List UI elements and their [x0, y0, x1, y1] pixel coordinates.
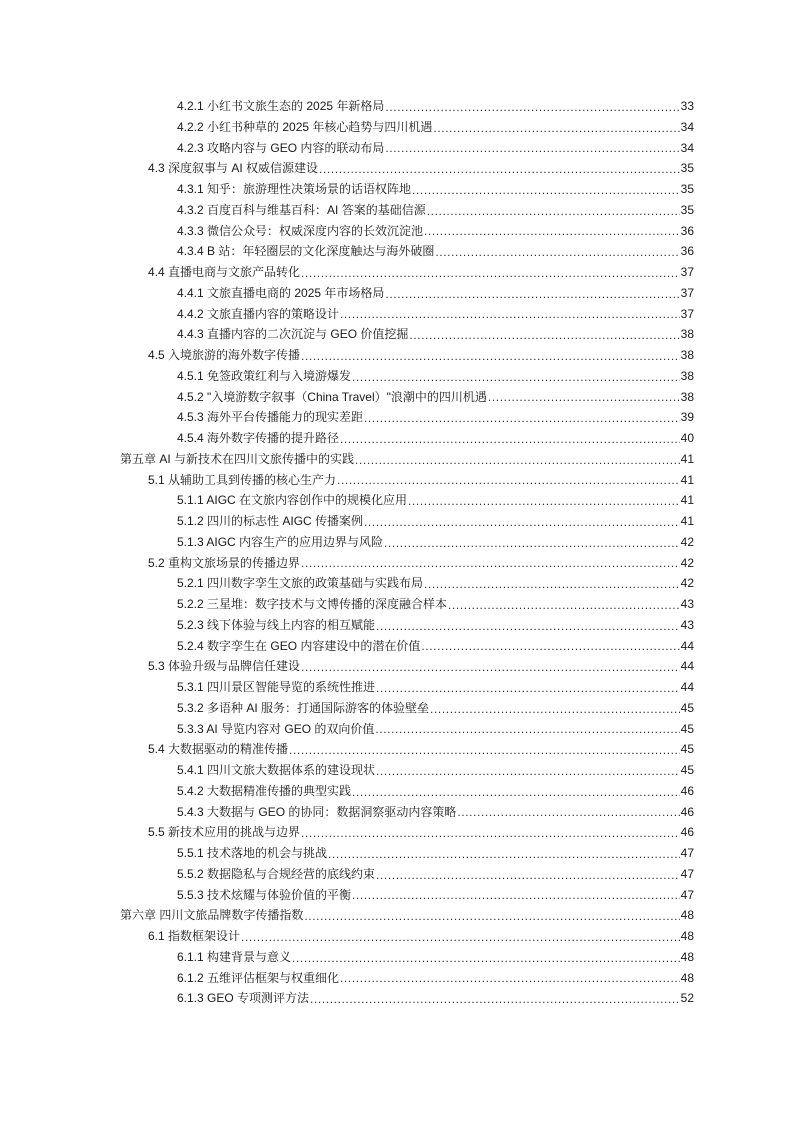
toc-entry-page-number: 34	[680, 119, 694, 134]
toc-entry[interactable]	[0, 158, 794, 179]
toc-entry[interactable]	[0, 781, 794, 802]
toc-dot-leader	[319, 161, 680, 177]
toc-entry[interactable]	[0, 283, 794, 304]
toc-dot-leader	[352, 887, 680, 903]
toc-entry-page-number: 42	[680, 576, 694, 591]
toc-entry-page-number: 45	[680, 700, 694, 715]
toc-entry-label: 4.2.3 攻略内容与 GEO 内容的联动布局	[177, 140, 385, 155]
toc-entry[interactable]	[0, 822, 794, 843]
toc-entry[interactable]	[0, 636, 794, 657]
toc-dot-leader	[310, 991, 680, 1007]
toc-dot-leader	[448, 597, 680, 613]
toc-entry[interactable]	[0, 926, 794, 947]
toc-entry-page-number: 48	[680, 908, 694, 923]
toc-entry-page-number: 45	[680, 742, 694, 757]
table-of-contents	[0, 96, 794, 1009]
toc-dot-leader	[340, 306, 680, 322]
toc-dot-leader	[289, 742, 680, 758]
toc-entry[interactable]	[0, 470, 794, 491]
toc-dot-leader	[292, 950, 680, 966]
toc-entry-page-number: 38	[680, 327, 694, 342]
toc-entry-page-number: 46	[680, 804, 694, 819]
toc-entry[interactable]	[0, 968, 794, 989]
toc-entry-label: 5.5.2 数据隐私与合规经营的底线约束	[177, 866, 376, 881]
toc-dot-leader	[355, 452, 680, 468]
toc-dot-leader	[352, 784, 680, 800]
toc-dot-leader	[241, 929, 680, 945]
toc-entry[interactable]	[0, 407, 794, 428]
toc-dot-leader	[328, 846, 680, 862]
toc-entry-label: 4.4.3 直播内容的二次沉淀与 GEO 价值挖掘	[177, 327, 409, 342]
toc-entry-label: 5.3.1 四川景区智能导览的系统性推进	[177, 680, 376, 694]
toc-entry[interactable]	[0, 615, 794, 636]
toc-entry-page-number: 48	[680, 929, 694, 943]
toc-entry-label: 4.3.1 知乎：旅游理性决策场景的话语权阵地	[177, 182, 412, 196]
toc-dot-leader	[376, 867, 680, 883]
toc-entry-label: 5.2.1 四川数字孪生文旅的政策基础与实践布局	[177, 576, 424, 591]
toc-entry-label: 5.5.3 技术炫耀与体验价值的平衡	[177, 887, 352, 902]
toc-entry-page-number: 48	[680, 970, 694, 985]
toc-entry-page-number: 41	[680, 514, 694, 528]
toc-entry[interactable]	[0, 553, 794, 574]
toc-dot-leader	[424, 223, 680, 239]
toc-entry[interactable]	[0, 885, 794, 906]
toc-entry-page-number: 40	[680, 431, 694, 445]
toc-entry-page-number: 44	[680, 659, 694, 674]
toc-entry[interactable]	[0, 843, 794, 864]
toc-dot-leader	[304, 908, 679, 924]
toc-entry-label: 5.3 体验升级与品牌信任建设	[148, 659, 301, 674]
toc-entry-label: 6.1.3 GEO 专项测评方法	[177, 991, 310, 1006]
toc-dot-leader	[301, 348, 680, 364]
toc-dot-leader	[385, 286, 679, 302]
toc-entry-label: 5.2.3 线下体验与线上内容的相互赋能	[177, 617, 376, 632]
toc-entry[interactable]	[0, 387, 794, 408]
toc-entry-label: 4.2.2 小红书种草的 2025 年核心趋势与四川机遇	[177, 119, 433, 134]
toc-dot-leader	[301, 825, 680, 841]
toc-entry-label: 第五章 AI 与新技术在四川文旅传播中的实践	[120, 451, 355, 466]
toc-entry[interactable]	[0, 656, 794, 677]
toc-entry-page-number: 39	[680, 410, 694, 425]
toc-entry-label: 5.3.3 AI 导览内容对 GEO 的双向价值	[177, 721, 375, 736]
toc-entry[interactable]	[0, 366, 794, 387]
toc-entry[interactable]	[0, 511, 794, 532]
toc-entry[interactable]	[0, 324, 794, 345]
toc-dot-leader	[424, 576, 680, 592]
toc-entry-page-number: 37	[680, 306, 694, 321]
toc-entry-page-number: 41	[680, 451, 694, 466]
toc-entry-page-number: 37	[680, 265, 694, 279]
toc-dot-leader	[301, 265, 680, 281]
toc-dot-leader	[433, 120, 679, 136]
toc-entry-label: 5.1 从辅助工具到传播的核心生产力	[148, 472, 337, 487]
toc-dot-leader	[421, 638, 679, 654]
toc-entry-label: 4.5.1 免签政策红利与入境游爆发	[177, 368, 352, 383]
toc-entry-page-number: 38	[680, 368, 694, 383]
toc-entry-page-number: 52	[680, 991, 694, 1006]
toc-dot-leader	[488, 389, 680, 405]
toc-entry-page-number: 43	[680, 597, 694, 611]
toc-entry[interactable]	[0, 96, 794, 117]
toc-entry[interactable]	[0, 532, 794, 553]
toc-entry[interactable]	[0, 677, 794, 698]
toc-entry-page-number: 42	[680, 555, 694, 570]
toc-entry[interactable]	[0, 241, 794, 262]
toc-entry-label: 6.1.2 五维评估框架与权重细化	[177, 970, 340, 985]
toc-entry-label: 5.2 重构文旅场景的传播边界	[148, 555, 301, 570]
toc-entry[interactable]	[0, 117, 794, 138]
toc-entry-label: 4.5.4 海外数字传播的提升路径	[177, 431, 340, 445]
toc-entry[interactable]	[0, 345, 794, 366]
toc-entry[interactable]	[0, 262, 794, 283]
toc-entry-label: 第六章 四川文旅品牌数字传播指数	[120, 908, 304, 923]
toc-entry-page-number: 33	[680, 99, 694, 113]
toc-entry-page-number: 35	[680, 161, 694, 176]
toc-dot-leader	[301, 555, 680, 571]
toc-entry-label: 4.3.2 百度百科与维基百科：AI 答案的基础信源	[177, 202, 426, 217]
toc-entry-label: 5.2.2 三星堆：数字技术与文博传播的深度融合样本	[177, 597, 448, 611]
toc-entry-page-number: 46	[680, 825, 694, 840]
toc-dot-leader	[427, 203, 680, 219]
toc-dot-leader	[376, 763, 680, 779]
toc-dot-leader	[408, 493, 680, 509]
toc-entry-label: 5.5.1 技术落地的机会与挑战	[177, 846, 328, 860]
toc-dot-leader	[364, 514, 680, 530]
toc-entry[interactable]	[0, 988, 794, 1009]
toc-entry-page-number: 41	[680, 493, 694, 508]
toc-entry[interactable]	[0, 905, 794, 926]
toc-entry[interactable]	[0, 947, 794, 968]
toc-entry-label: 4.2.1 小红书文旅生态的 2025 年新格局	[177, 99, 385, 113]
toc-dot-leader	[301, 659, 680, 675]
toc-entry-page-number: 35	[680, 202, 694, 217]
toc-dot-leader	[430, 701, 680, 717]
toc-entry[interactable]	[0, 179, 794, 200]
toc-entry-page-number: 45	[680, 721, 694, 736]
toc-entry[interactable]	[0, 594, 794, 615]
toc-dot-leader	[352, 369, 680, 385]
toc-entry[interactable]	[0, 864, 794, 885]
toc-entry-page-number: 34	[680, 140, 694, 155]
toc-entry-label: 4.4.1 文旅直播电商的 2025 年市场格局	[177, 285, 385, 300]
toc-entry-page-number: 36	[680, 223, 694, 238]
toc-entry-label: 5.4.1 四川文旅大数据体系的建设现状	[177, 763, 376, 777]
toc-entry-page-number: 47	[680, 866, 694, 881]
toc-dot-leader	[412, 182, 680, 198]
toc-entry-page-number: 41	[680, 472, 694, 487]
toc-entry[interactable]	[0, 490, 794, 511]
toc-entry-label: 5.3.2 多语种 AI 服务：打通国际游客的体验壁垒	[177, 700, 430, 715]
toc-entry-page-number: 35	[680, 182, 694, 196]
toc-dot-leader	[409, 327, 679, 343]
toc-entry-label: 4.4 直播电商与文旅产品转化	[148, 265, 301, 279]
toc-entry-label: 6.1.1 构建背景与意义	[177, 949, 292, 964]
toc-dot-leader	[364, 410, 680, 426]
toc-entry-label: 5.2.4 数字孪生在 GEO 内容建设中的潜在价值	[177, 638, 421, 653]
toc-entry-page-number: 48	[680, 949, 694, 964]
toc-entry-label: 4.4.2 文旅直播内容的策略设计	[177, 306, 340, 321]
toc-dot-leader	[376, 680, 680, 696]
toc-dot-leader	[385, 99, 679, 115]
toc-entry-page-number: 44	[680, 680, 694, 694]
toc-dot-leader	[340, 970, 680, 986]
toc-dot-leader	[385, 140, 679, 156]
toc-entry-label: 4.3.3 微信公众号：权威深度内容的长效沉淀池	[177, 223, 424, 238]
toc-entry[interactable]	[0, 200, 794, 221]
toc-entry-label: 4.3.4 B 站：年轻圈层的文化深度触达与海外破圈	[177, 244, 435, 259]
toc-entry-label: 5.4.2 大数据精准传播的典型实践	[177, 783, 352, 798]
toc-entry-page-number: 37	[680, 285, 694, 300]
toc-entry-page-number: 47	[680, 887, 694, 902]
toc-dot-leader	[375, 721, 679, 737]
toc-entry-page-number: 44	[680, 638, 694, 653]
toc-entry[interactable]	[0, 719, 794, 740]
toc-entry[interactable]	[0, 573, 794, 594]
toc-entry[interactable]	[0, 739, 794, 760]
toc-entry-page-number: 38	[680, 389, 694, 404]
toc-entry[interactable]	[0, 449, 794, 470]
toc-dot-leader	[384, 535, 680, 551]
toc-entry-label: 5.1.2 四川的标志性 AIGC 传播案例	[177, 514, 364, 528]
toc-entry[interactable]	[0, 428, 794, 449]
toc-entry-page-number: 47	[680, 846, 694, 860]
toc-entry[interactable]	[0, 802, 794, 823]
toc-entry-label: 5.4.3 大数据与 GEO 的协同：数据洞察驱动内容策略	[177, 804, 457, 819]
toc-entry-page-number: 38	[680, 348, 694, 362]
toc-entry-label: 4.3 深度叙事与 AI 权威信源建设	[148, 161, 319, 176]
toc-dot-leader	[457, 804, 679, 820]
toc-dot-leader	[337, 472, 680, 488]
toc-entry[interactable]	[0, 138, 794, 159]
toc-entry[interactable]	[0, 698, 794, 719]
toc-entry-page-number: 46	[680, 783, 694, 798]
toc-entry-page-number: 45	[680, 763, 694, 777]
toc-entry-label: 4.5 入境旅游的海外数字传播	[148, 348, 301, 362]
toc-dot-leader	[340, 431, 680, 447]
toc-entry[interactable]	[0, 221, 794, 242]
toc-entry-label: 5.4 大数据驱动的精准传播	[148, 742, 289, 757]
toc-entry-label: 4.5.2 "入境游数字叙事（China Travel）"浪潮中的四川机遇	[177, 389, 487, 404]
toc-entry-page-number: 42	[680, 534, 694, 549]
toc-entry-page-number: 43	[680, 617, 694, 632]
toc-dot-leader	[376, 618, 680, 634]
toc-entry-label: 4.5.3 海外平台传播能力的现实差距	[177, 410, 364, 425]
toc-dot-leader	[435, 244, 679, 260]
toc-entry-label: 5.5 新技术应用的挑战与边界	[148, 825, 301, 840]
toc-entry[interactable]	[0, 304, 794, 325]
toc-entry-page-number: 36	[680, 244, 694, 259]
toc-entry-label: 5.1.3 AIGC 内容生产的应用边界与风险	[177, 534, 384, 549]
toc-entry-label: 5.1.1 AIGC 在文旅内容创作中的规模化应用	[177, 493, 408, 508]
toc-entry[interactable]	[0, 760, 794, 781]
toc-entry-label: 6.1 指数框架设计	[148, 929, 241, 943]
